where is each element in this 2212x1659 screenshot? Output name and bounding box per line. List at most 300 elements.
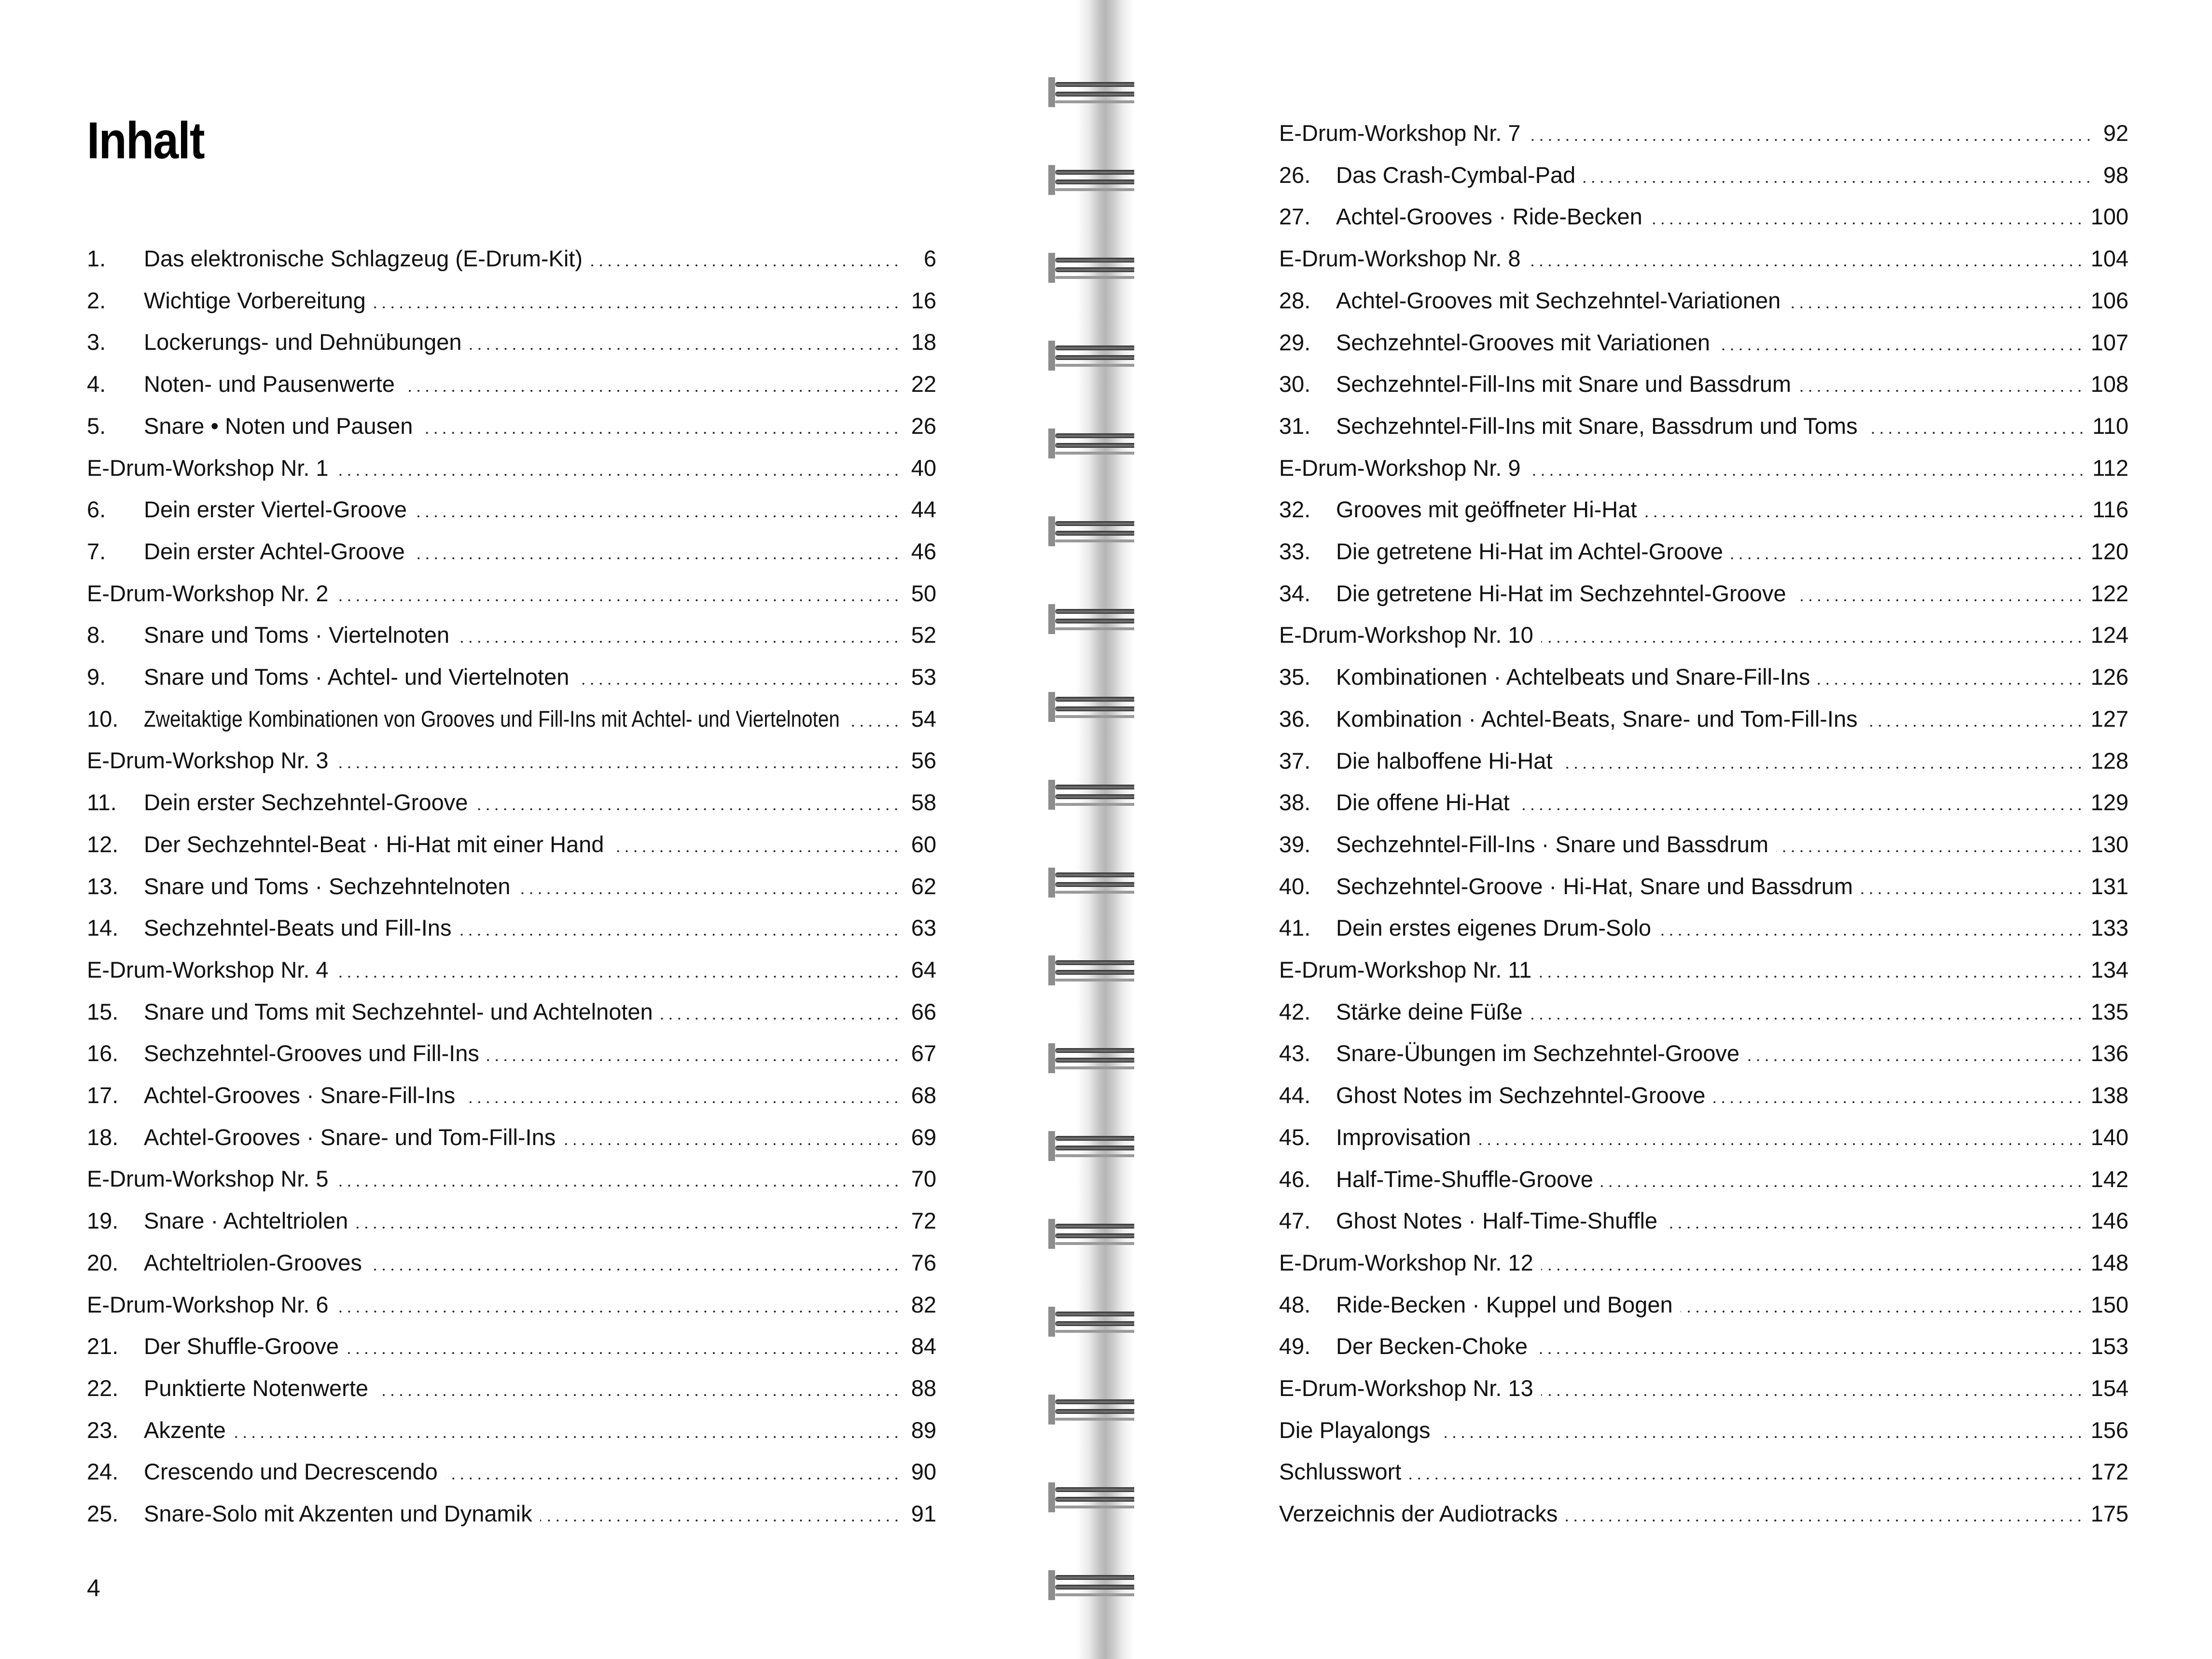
toc-entry-page: 136 [2090,1040,2129,1066]
toc-entry-page: 56 [911,747,936,774]
toc-entry [87,1403,936,1445]
toc-entry [1279,985,2129,1026]
dot-leader [336,976,901,978]
toc-entry-page: 134 [2090,957,2129,982]
toc-entry-number: 48. [1279,1291,1311,1317]
toc-entry [1279,608,2129,650]
dot-leader [1535,1352,2084,1354]
toc-entry-number: 40. [1279,873,1311,899]
toc-entry-number: 8. [87,622,106,648]
dot-leader [1713,1101,2084,1103]
dot-leader [1539,976,2084,978]
toc-entry-number: 42. [1279,998,1311,1024]
toc-section-title: E-Drum-Workshop Nr. 10 [1279,622,1533,648]
toc-entry-page: 60 [911,831,936,857]
dot-leader [1560,767,2084,769]
dot-leader [1530,1018,2084,1020]
toc-entry [1279,1194,2129,1235]
dot-leader [1541,641,2084,643]
toc-entry-page: 44 [911,497,936,523]
toc-entry-page: 67 [911,1040,936,1066]
toc-entry-title: Snare-Solo mit Akzenten und Dynamik [144,1501,532,1526]
toc-entry [1279,190,2129,231]
toc-entry-page: 70 [911,1166,936,1192]
toc-entry-page: 100 [2090,204,2129,230]
toc-entry-title: Die offene Hi-Hat [1336,789,1510,816]
toc-entry [1279,148,2129,190]
coil-tab [1048,1219,1055,1249]
toc-entry-number: 2. [87,287,106,313]
toc-section-title: E-Drum-Workshop Nr. 4 [87,956,329,982]
dot-leader [457,641,901,643]
toc-entry [1279,692,2129,733]
toc-entry [87,1110,936,1152]
dot-leader [459,934,901,936]
toc-entry-number: 43. [1279,1040,1311,1066]
toc-entry [87,357,936,399]
dot-leader [336,766,901,768]
toc-entry-title: Dein erstes eigenes Drum-Solo [1336,915,1652,941]
dot-leader [463,1101,901,1103]
toc-entry-title: Punktierte Notenwerte [144,1375,369,1401]
toc-entry-title: Sechzehntel-Fill-Ins · Snare und Bassdrum [1336,831,1769,857]
toc-entry-page: 106 [2090,287,2129,313]
toc-entry-number: 19. [87,1208,119,1234]
toc-entry-number: 14. [87,915,119,941]
toc-entry-page: 131 [2090,873,2129,899]
toc-section-title: E-Drum-Workshop Nr. 5 [87,1166,329,1192]
toc-entry [87,817,936,859]
dot-leader [1799,390,2084,392]
toc-entry-page: 18 [911,329,936,355]
toc-entry-page: 150 [2090,1291,2129,1317]
dot-leader [1776,850,2084,852]
toc-entry-page: 66 [911,998,936,1024]
toc-entry-title: Die getretene Hi-Hat im Achtel-Groove [1336,539,1723,564]
dot-leader [612,850,901,852]
toc-entry-page: 72 [911,1208,936,1234]
toc-entry-number: 7. [87,538,106,564]
toc-entry-page: 133 [2090,915,2129,941]
toc-entry-number: 20. [87,1249,119,1275]
toc-entry-page: 135 [2090,998,2129,1024]
toc-entry-title: Kombination · Achtel-Beats, Snare- und Tom-Fill-Ins [1336,705,1858,732]
toc-entry-number: 28. [1279,287,1311,313]
toc-entry-title: Sechzehntel-Fill-Ins mit Snare, Bassdrum und Toms [1336,413,1858,439]
toc-entry [1279,650,2129,691]
toc-entry-number: 39. [1279,831,1311,857]
toc-entry-title: Achtel-Grooves mit Sechzehntel-Variationen [1336,287,1781,313]
toc-entry-page: 175 [2090,1501,2129,1527]
toc-entry-page: 76 [911,1249,936,1275]
toc-entry-page: 54 [911,705,936,732]
dot-leader [1541,1269,2084,1271]
toc-entry-title: Crescendo und Decrescendo [144,1459,438,1485]
toc-entry [1279,859,2129,901]
toc-entry [87,525,936,566]
toc-entry-number: 49. [1279,1333,1311,1359]
dot-leader [415,515,901,517]
toc-entry-page: 120 [2090,539,2129,564]
toc-section-title: E-Drum-Workshop Nr. 9 [1279,455,1521,481]
toc-entry-title: Ride-Becken · Kuppel und Bogen [1336,1291,1673,1317]
toc-section-title: E-Drum-Workshop Nr. 8 [1279,246,1521,272]
toc-entry-number: 12. [87,831,119,857]
toc-entry-number: 11. [87,789,117,816]
dot-leader [420,432,901,434]
toc-entry-title: Sechzehntel-Beats und Fill-Ins [144,915,452,941]
toc-entry-number: 3. [87,329,106,355]
toc-entry-page: 88 [911,1375,936,1401]
dot-leader [1438,1436,2084,1438]
dot-leader [1718,348,2084,350]
toc-entry [87,399,936,441]
coil-tab [1048,1043,1055,1073]
dot-leader [470,348,901,350]
dot-leader [1644,515,2086,517]
dot-leader [336,1185,901,1187]
page-number-left: 4 [87,1575,100,1602]
dot-leader [336,1311,901,1313]
dot-leader [445,1478,901,1479]
toc-entry [1279,232,2129,273]
toc-entry-page: 92 [2103,120,2129,146]
toc-entry-page: 50 [911,580,936,606]
coil-tab [1048,1307,1055,1337]
toc-entry [87,901,936,942]
toc-entry-title: Ghost Notes im Sechzehntel-Groove [1336,1082,1706,1108]
toc-entry [1279,357,2129,399]
coil-tab [1048,604,1055,634]
toc-entry-title: Snare · Achteltriolen [144,1208,348,1234]
dot-leader [848,725,901,727]
toc-entry-number: 35. [1279,664,1311,690]
toc-entry-page: 154 [2090,1375,2129,1401]
toc-entry-number: 16. [87,1040,119,1066]
dot-leader [1529,474,2086,476]
coil-tab [1048,1482,1055,1512]
toc-entry-number: 22. [87,1375,119,1401]
toc-entry-page: 107 [2090,329,2129,355]
toc-entry-number: 47. [1279,1208,1311,1234]
toc-section-title: E-Drum-Workshop Nr. 6 [87,1291,329,1317]
toc-entry-title: Dein erster Viertel-Groove [144,497,407,523]
toc-entry [87,943,936,984]
coil-tab [1048,165,1055,195]
dot-leader [336,474,901,476]
toc-entry-page: 98 [2103,162,2129,188]
toc-entry-title: Die getretene Hi-Hat im Sechzehntel-Groove [1336,580,1786,606]
toc-entry-number: 33. [1279,539,1311,564]
coil-tab [1048,77,1055,107]
toc-entry-number: 1. [87,246,106,271]
toc-entry [1279,1487,2129,1528]
toc-entry [1279,943,2129,984]
dot-leader [1865,432,2086,434]
toc-entry-page: 46 [911,538,936,564]
toc-entry-number: 32. [1279,497,1311,523]
toc-entry-page: 146 [2090,1208,2129,1234]
toc-entry [87,859,936,901]
toc-entry [87,1152,936,1193]
dot-leader [1788,306,2084,308]
toc-entry [1279,817,2129,859]
toc-entry-title: Snare und Toms · Viertelnoten [144,622,450,648]
toc-section-title: E-Drum-Workshop Nr. 12 [1279,1249,1533,1275]
toc-entry [1279,775,2129,817]
toc-entry-page: 140 [2090,1124,2129,1150]
toc-entry-title: Grooves mit geöffneter Hi-Hat [1336,497,1637,523]
dot-leader [347,1352,901,1354]
toc-entry [1279,106,2129,148]
toc-entry-number: 29. [1279,329,1311,355]
toc-entry-page: 153 [2090,1333,2129,1359]
dot-leader [563,1143,901,1145]
dot-leader [1665,1227,2084,1229]
toc-entry-page: 6 [923,246,936,271]
toc-entry-page: 124 [2090,622,2129,648]
toc-entry-title: Snare und Toms · Achtel- und Viertelnoten [144,664,570,690]
toc-entry [87,567,936,608]
toc-entry [1279,1319,2129,1361]
toc-title: Inhalt [87,111,204,169]
toc-entry-page: 16 [911,287,936,313]
dot-leader [374,306,901,308]
toc-entry [1279,1278,2129,1319]
toc-section-title: E-Drum-Workshop Nr. 13 [1279,1375,1533,1401]
toc-entry-number: 24. [87,1459,119,1485]
toc-entry-title: Zweitaktige Kombinationen von Grooves und Fill-Ins mit Achtel- und Viertelnoten [144,705,840,732]
toc-section-title: Die Playalongs [1279,1417,1431,1443]
toc-entry-number: 6. [87,497,106,523]
toc-entry-page: 138 [2090,1082,2129,1108]
dot-leader [1517,808,2084,810]
dot-leader [577,683,901,685]
toc-entry [1279,274,2129,315]
toc-entry-page: 53 [911,664,936,690]
toc-entry [87,985,936,1026]
dot-leader [1529,139,2093,141]
toc-entry [87,1487,936,1528]
toc-entry-number: 10. [87,705,119,732]
toc-entry-title: Sechzehntel-Groove · Hi-Hat, Snare und Bassdrum [1336,873,1853,899]
coil-tab [1048,516,1055,546]
toc-entry [1279,567,2129,608]
toc-entry-number: 34. [1279,580,1311,606]
toc-entry [1279,1026,2129,1068]
toc-entry-page: 84 [911,1333,936,1359]
toc-entry [87,692,936,733]
toc-entry [1279,483,2129,524]
toc-entry-title: Das elektronische Schlagzeug (E-Drum-Kit) [144,246,583,271]
toc-entry-number: 26. [1279,162,1311,188]
toc-section-title: E-Drum-Workshop Nr. 3 [87,747,329,774]
dot-leader [1409,1478,2084,1479]
toc-entry-number: 31. [1279,413,1311,439]
toc-section-title: Schlusswort [1279,1459,1402,1485]
toc-entry-page: 91 [911,1501,936,1526]
toc-entry-page: 148 [2090,1249,2129,1275]
toc-entry-number: 45. [1279,1124,1311,1150]
toc-entry-title: Kombinationen · Achtelbeats und Snare-Fill-Ins [1336,664,1810,690]
dot-leader [1479,1143,2084,1145]
toc-entry [1279,901,2129,942]
toc-entry-number: 37. [1279,747,1311,774]
toc-entry-page: 40 [911,455,936,481]
dot-leader [1818,683,2084,685]
toc-entry-page: 172 [2090,1459,2129,1485]
coil-tab [1048,1131,1055,1161]
toc-entry-number: 18. [87,1124,119,1150]
dot-leader [1861,892,2084,894]
toc-entry-page: 64 [911,956,936,982]
dot-leader [413,557,901,559]
toc-entry [87,441,936,483]
toc-entry [87,1445,936,1486]
toc-entry-number: 23. [87,1417,119,1443]
coil-tab [1048,780,1055,810]
toc-entry-title: Dein erster Achtel-Groove [144,538,405,564]
toc-entry-number: 15. [87,998,119,1024]
toc-entry-title: Der Shuffle-Groove [144,1333,339,1359]
dot-leader [1650,222,2084,224]
coil-tab [1048,253,1055,283]
toc-entry-title: Achteltriolen-Grooves [144,1249,362,1275]
toc-section-title: E-Drum-Workshop Nr. 2 [87,580,329,606]
toc-entry [1279,525,2129,566]
toc-entry [87,274,936,315]
toc-entry-page: 112 [2092,455,2129,481]
toc-entry-page: 52 [911,622,936,648]
toc-entry-title: Lockerungs- und Dehnübungen [144,329,462,355]
toc-entry-title: Achtel-Grooves · Ride-Becken [1336,204,1642,230]
toc-entry-page: 108 [2090,371,2129,397]
toc-entry-number: 30. [1279,371,1311,397]
toc-entry-page: 62 [911,873,936,899]
toc-entry [87,1236,936,1277]
toc-entry-page: 89 [911,1417,936,1443]
toc-entry [87,483,936,524]
dot-leader [1865,725,2084,727]
toc-entry-title: Snare-Übungen im Sechzehntel-Groove [1336,1040,1740,1066]
toc-entry-page: 129 [2090,789,2129,816]
dot-leader [487,1059,901,1061]
toc-entry [1279,1152,2129,1194]
toc-entry-title: Dein erster Sechzehntel-Groove [144,789,468,816]
toc-entry-title: Noten- und Pausenwerte [144,371,395,397]
toc-entry-page: 68 [911,1082,936,1108]
toc-entry-page: 127 [2090,705,2129,732]
toc-entry [1279,316,2129,357]
toc-section-title: E-Drum-Workshop Nr. 1 [87,455,329,481]
toc-entry-number: 13. [87,873,119,899]
toc-entry-page: 90 [911,1459,936,1485]
dot-leader [1681,1311,2084,1313]
toc-entry-number: 36. [1279,705,1311,732]
toc-entry-number: 25. [87,1501,119,1526]
toc-entry-title: Improvisation [1336,1124,1471,1150]
dot-leader [1794,599,2084,601]
toc-entry-page: 58 [911,789,936,816]
toc-entry-page: 116 [2092,497,2129,523]
toc-section-title: E-Drum-Workshop Nr. 11 [1279,957,1532,982]
coil-tab [1048,868,1055,898]
toc-entry-title: Der Becken-Choke [1336,1333,1528,1359]
toc-entry-page: 110 [2092,413,2129,439]
coil-tab [1048,1395,1055,1424]
toc-entry-number: 41. [1279,915,1311,941]
dot-leader [1541,1394,2084,1396]
toc-entry-page: 26 [911,413,936,439]
dot-leader [1659,934,2084,936]
toc-entry-title: Stärke deine Füße [1336,998,1523,1024]
toc-entry-page: 82 [911,1291,936,1317]
dot-leader [518,892,901,894]
right-page [1134,0,2212,1659]
dot-leader [234,1436,901,1438]
dot-leader [540,1520,901,1521]
coil-tab [1048,341,1055,371]
toc-entry-title: Wichtige Vorbereitung [144,287,366,313]
toc-entry [87,315,936,357]
toc-entry-title: Sechzehntel-Grooves mit Variationen [1336,329,1711,355]
toc-entry-title: Sechzehntel-Grooves und Fill-Ins [144,1040,479,1066]
toc-entry-number: 17. [87,1082,119,1108]
toc-entry-title: Der Sechzehntel-Beat · Hi-Hat mit einer Hand [144,831,604,857]
dot-leader [475,808,901,810]
toc-entry-page: 104 [2090,246,2129,272]
dot-leader [376,1394,901,1396]
toc-entry-page: 126 [2090,664,2129,690]
toc-entry-number: 9. [87,664,106,690]
toc-entry-title: Achtel-Grooves · Snare- und Tom-Fill-Ins [144,1124,556,1150]
toc-entry [87,733,936,775]
toc-entry [1279,1403,2129,1445]
toc-entry [87,1319,936,1361]
coil-tab [1048,692,1055,722]
dot-leader [403,390,901,392]
toc-entry [87,232,936,273]
dot-leader [336,599,901,601]
toc-entry [1279,1068,2129,1110]
toc-entry-page: 156 [2090,1417,2129,1443]
coil-tab [1048,1570,1055,1600]
toc-entry-number: 46. [1279,1166,1311,1192]
toc-entry-title: Achtel-Grooves · Snare-Fill-Ins [144,1082,456,1108]
toc-entry [87,650,936,691]
toc-entry-number: 21. [87,1333,119,1359]
toc-entry [87,1361,936,1403]
dot-leader [356,1227,901,1229]
dot-leader [1747,1059,2084,1061]
toc-entry-number: 38. [1279,789,1311,816]
dot-leader [1601,1185,2084,1187]
toc-entry [1279,734,2129,775]
dot-leader [590,264,901,266]
dot-leader [1529,264,2084,266]
dot-leader [370,1269,901,1271]
toc-entry-page: 122 [2090,580,2129,606]
toc-entry-number: 5. [87,413,106,439]
toc-entry-title: Sechzehntel-Fill-Ins mit Snare und Bassdrum [1336,371,1792,397]
toc-entry-page: 63 [911,915,936,941]
coil-tab [1048,955,1055,985]
toc-entry [87,1068,936,1110]
toc-entry-number: 44. [1279,1082,1311,1108]
toc-entry-page: 22 [911,371,936,397]
dot-leader [1731,557,2084,559]
toc-entry [1279,1445,2129,1486]
